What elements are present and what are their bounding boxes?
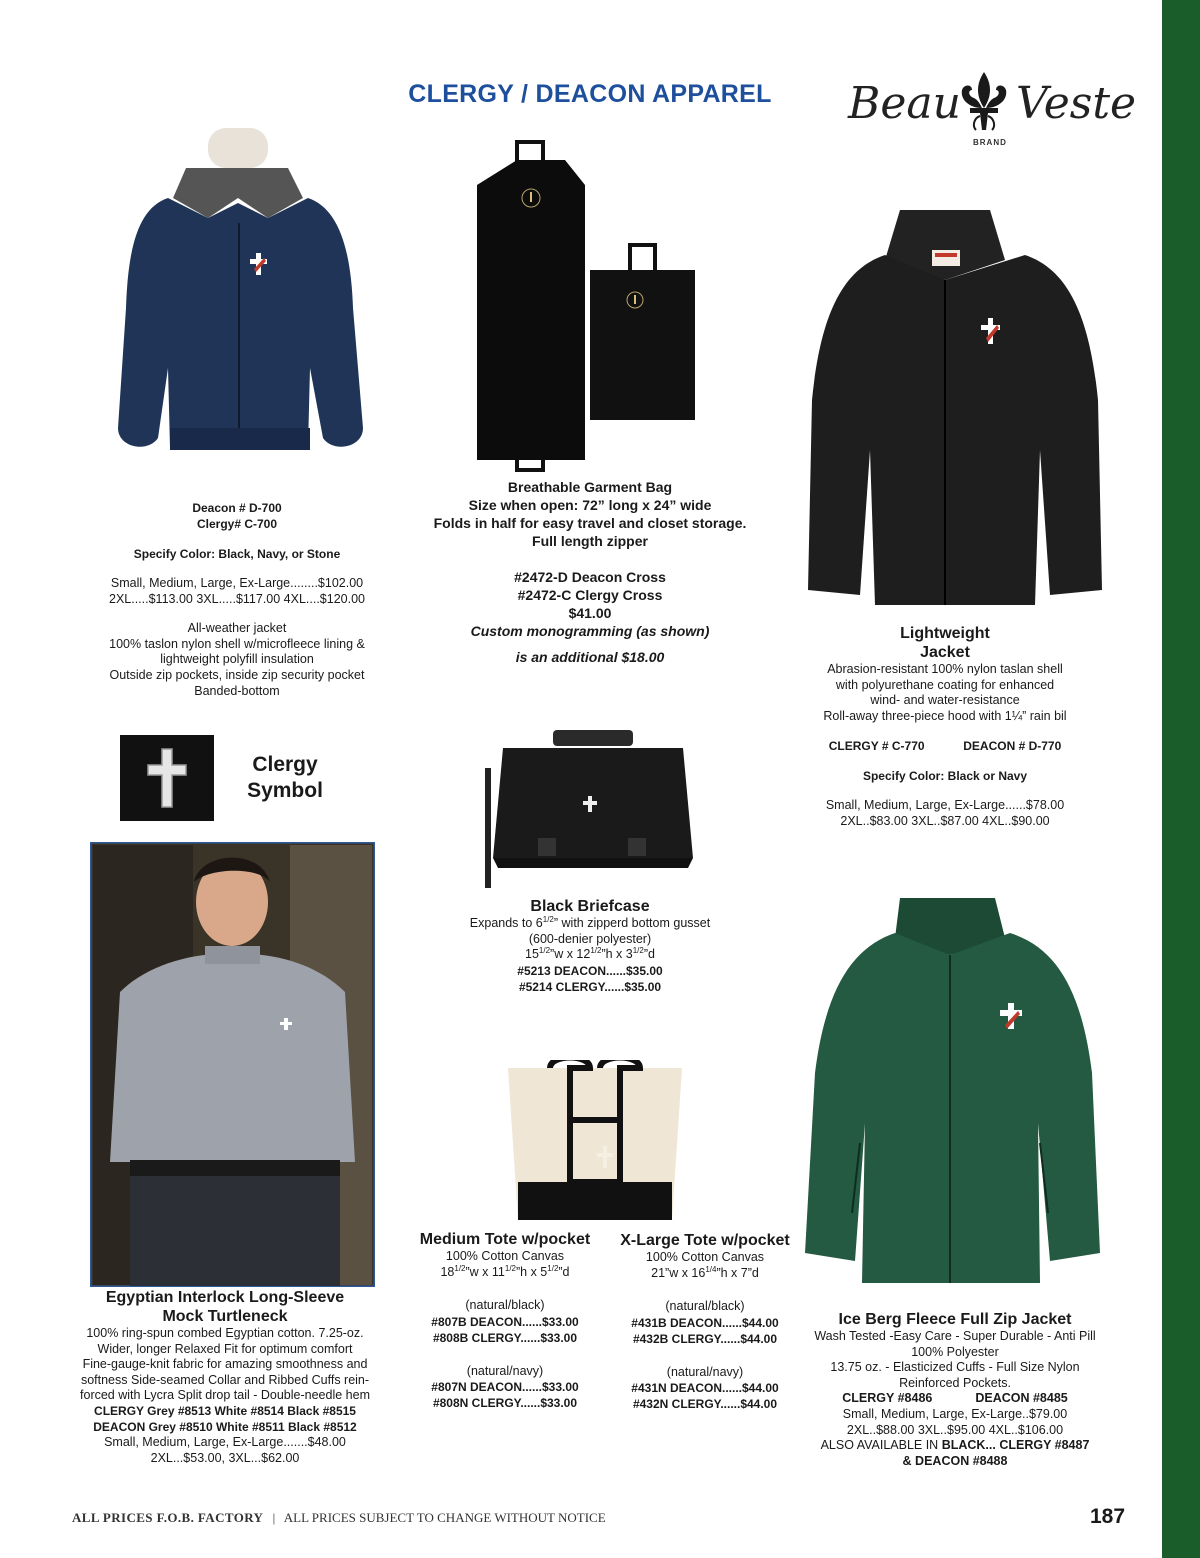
fraction: 1/2 [632,946,644,956]
tote-bag-image [500,1060,690,1225]
text-part: ”w x 12 [550,947,591,962]
briefcase-details [430,897,750,995]
price-line: 2XL..$88.00 3XL..$95.00 4XL..$106.00 [846,1422,1064,1437]
deacon-number: Deacon # D-700 [192,501,282,515]
price-line: Small, Medium, Large, Ex-Large........$102.00 [110,576,364,590]
footer-fob: ALL PRICES F.O.B. FACTORY [72,1510,264,1525]
logo-text-right: Veste [1016,78,1137,129]
product-title: Breathable Garment Bag [507,479,673,495]
color-options: Specify Color: Black, Navy, or Stone [133,547,341,561]
symbol-label-line: Clergy [252,753,318,776]
product-title: Egyptian Interlock Long-Sleeve [105,1289,345,1306]
description-line: Fine-gauge-knit fabric for amazing smoothness and [82,1357,368,1372]
price-line: Small, Medium, Large, Ex-Large..$79.00 [842,1406,1068,1421]
description-line: Reinforced Pockets. [899,1375,1011,1390]
logo-brand: BRAND [973,138,1007,147]
text-part: ”d [643,947,655,962]
color-variant: (natural/navy) [666,1364,744,1379]
deacon-price: #5213 DEACON......$35.00 [517,963,663,978]
description-line: 100% Polyester [911,1344,999,1359]
color-variant: (natural/black) [665,1299,745,1314]
text-part: ALSO AVAILABLE IN [820,1438,942,1453]
price-line: #431B DEACON......$44.00 [631,1315,779,1330]
description-line: softness Side-seamed Collar and Ribbed Cuffs rein- [80,1372,370,1387]
fleur-de-lis-icon [958,70,1010,136]
footer-note [72,1510,606,1526]
garment-bag-details [400,478,780,666]
product-title: Jacket [920,644,970,661]
description-line: Wash Tested -Easy Care - Super Durable - Anti Pill [814,1329,1096,1343]
monogram-price: is an additional $18.00 [515,649,665,665]
price-line: #432N CLERGY......$44.00 [632,1397,778,1412]
description-line: All-weather jacket [187,621,287,636]
fraction: 1/4 [705,1264,717,1274]
text-part: ” with zipperd bottom gusset [553,916,711,930]
green-fleece-jacket-image [800,893,1110,1288]
text-part: Expands to 6 [469,916,543,930]
description-line: wind- and water-resistance [870,693,1020,708]
color-variant: (natural/navy) [466,1363,544,1378]
logo-text-left: Beau [848,78,961,129]
page-number: 187 [1090,1505,1126,1528]
fraction: 1/2 [590,946,602,956]
medium-tote-details [405,1230,605,1411]
price-line: #807B DEACON......$33.00 [431,1314,579,1329]
garment-bag-image [455,130,715,475]
text-part: ”h x 7”d [716,1265,759,1280]
clergy-options: CLERGY Grey #8513 White #8514 Black #8515 [94,1403,356,1418]
description-line: with polyurethane coating for enhanced [835,677,1055,692]
price-line: #808N CLERGY......$33.00 [432,1396,578,1411]
deacon-options: DEACON Grey #8510 White #8511 Black #8512 [93,1419,357,1434]
price: $41.00 [568,605,612,621]
product-title: Lightweight [900,625,990,642]
monogram-note: Custom monogramming (as shown) [470,623,710,639]
item-numbers [790,738,1100,754]
clergy-number: #2472-C Clergy Cross [517,587,663,603]
description-line: Size when open: 72” long x 24” wide [468,497,712,513]
dimensions [605,1266,805,1282]
footer-separator: | [272,1510,276,1525]
description-line: Banded-bottom [194,683,280,698]
product-title: Ice Berg Fleece Full Zip Jacket [838,1311,1072,1328]
clergy-symbol-image [120,735,214,821]
description-line: lightweight polyfill insulation [160,652,314,667]
price-line: 2XL...$53.00, 3XL...$62.00 [150,1450,300,1465]
fraction: 1/2 [454,1263,466,1273]
text-part: 21”w x 16 [651,1265,706,1280]
deacon-number: DEACON #8485 [975,1391,1068,1406]
dimensions [405,1265,605,1281]
clergy-symbol-label [230,752,340,804]
xl-tote-details [605,1231,805,1412]
price-line: #431N DEACON......$44.00 [631,1381,779,1396]
fraction: 1/2 [538,946,551,956]
color-variant: (natural/black) [465,1298,545,1313]
text-part: ”h x 5 [516,1264,548,1279]
price-line: #808B CLERGY......$33.00 [432,1330,578,1345]
product-title: Mock Turtleneck [162,1308,288,1325]
price-line: #807N DEACON......$33.00 [431,1380,579,1395]
deacon-number: DEACON # D-770 [963,739,1062,754]
price-line: Small, Medium, Large, Ex-Large.......$48.00 [104,1435,346,1450]
text-part: ”h x 3 [601,947,633,962]
color-options: Specify Color: Black or Navy [862,769,1028,784]
description-line: forced with Lycra Split drop tail - Double-needle hem [80,1388,370,1403]
description-line: Folds in half for easy travel and closet storage. [433,515,747,531]
page-title: CLERGY / DEACON APPAREL [408,80,772,108]
price-line: #432B CLERGY......$44.00 [632,1331,778,1346]
turtleneck-details [60,1288,390,1466]
deacon-number: #2472-D Deacon Cross [514,569,666,585]
description-line: Wider, longer Relaxed Fit for optimum comfort [97,1341,353,1356]
description-line: 100% ring-spun combed Egyptian cotton. 7.25-oz. [86,1326,364,1340]
briefcase-image [483,728,703,893]
footer-disclaimer: ALL PRICES SUBJECT TO CHANGE WITHOUT NOTICE [283,1510,606,1525]
material: 100% Cotton Canvas [445,1249,565,1263]
turtleneck-photo [90,842,375,1287]
text-part: ”w x 11 [465,1264,505,1279]
price-line: Small, Medium, Large, Ex-Large......$78.00 [825,798,1065,813]
text-part: 18 [440,1264,455,1279]
product-title: Medium Tote w/pocket [419,1231,591,1248]
price-line: 2XL..$83.00 3XL..$87.00 4XL..$90.00 [840,813,1050,828]
description-line: 13.75 oz. - Elasticized Cuffs - Full Size Nylon [830,1360,1080,1375]
price-line: 2XL.....$113.00 3XL.....$117.00 4XL....$120.00 [109,591,365,606]
description-line [430,916,750,932]
dimensions [430,947,750,963]
clergy-number: CLERGY # C-770 [828,739,925,754]
fraction: 1/2 [542,914,554,924]
beau-veste-logo [840,66,1137,156]
clergy-price: #5214 CLERGY......$35.00 [518,979,662,994]
product-title: X-Large Tote w/pocket [620,1232,790,1249]
material: 100% Cotton Canvas [645,1250,765,1264]
clergy-number: Clergy# C-700 [196,517,278,531]
fraction: 1/2 [504,1263,516,1273]
description-line: Roll-away three-piece hood with 1¼” rain bil [823,708,1067,723]
symbol-label-line: Symbol [247,779,323,802]
text-part: BLACK... CLERGY #8487 [941,1438,1090,1453]
also-available [795,1438,1115,1454]
navy-jacket-image [108,128,390,473]
description-line: Abrasion-resistant 100% nylon taslan shell [827,662,1063,676]
description-line: 100% taslon nylon shell w/microfleece lining & [109,636,365,651]
description-line: (600-denier polyester) [528,931,652,946]
navy-jacket-details [82,500,392,699]
clergy-number: CLERGY #8486 [842,1391,933,1406]
also-available-deacon: & DEACON #8488 [902,1453,1008,1468]
product-title: Black Briefcase [530,898,650,915]
black-jacket-image [800,200,1110,610]
description-line: Outside zip pockets, inside zip security pocket [109,667,365,682]
side-color-bar [1162,0,1200,1558]
description-line: Full length zipper [532,533,648,549]
item-numbers [795,1391,1115,1407]
fraction: 1/2 [547,1263,559,1273]
fleece-details [795,1310,1115,1469]
text-part: 15 [525,947,539,962]
lightweight-jacket-details [790,624,1100,830]
text-part: ”d [558,1264,570,1279]
